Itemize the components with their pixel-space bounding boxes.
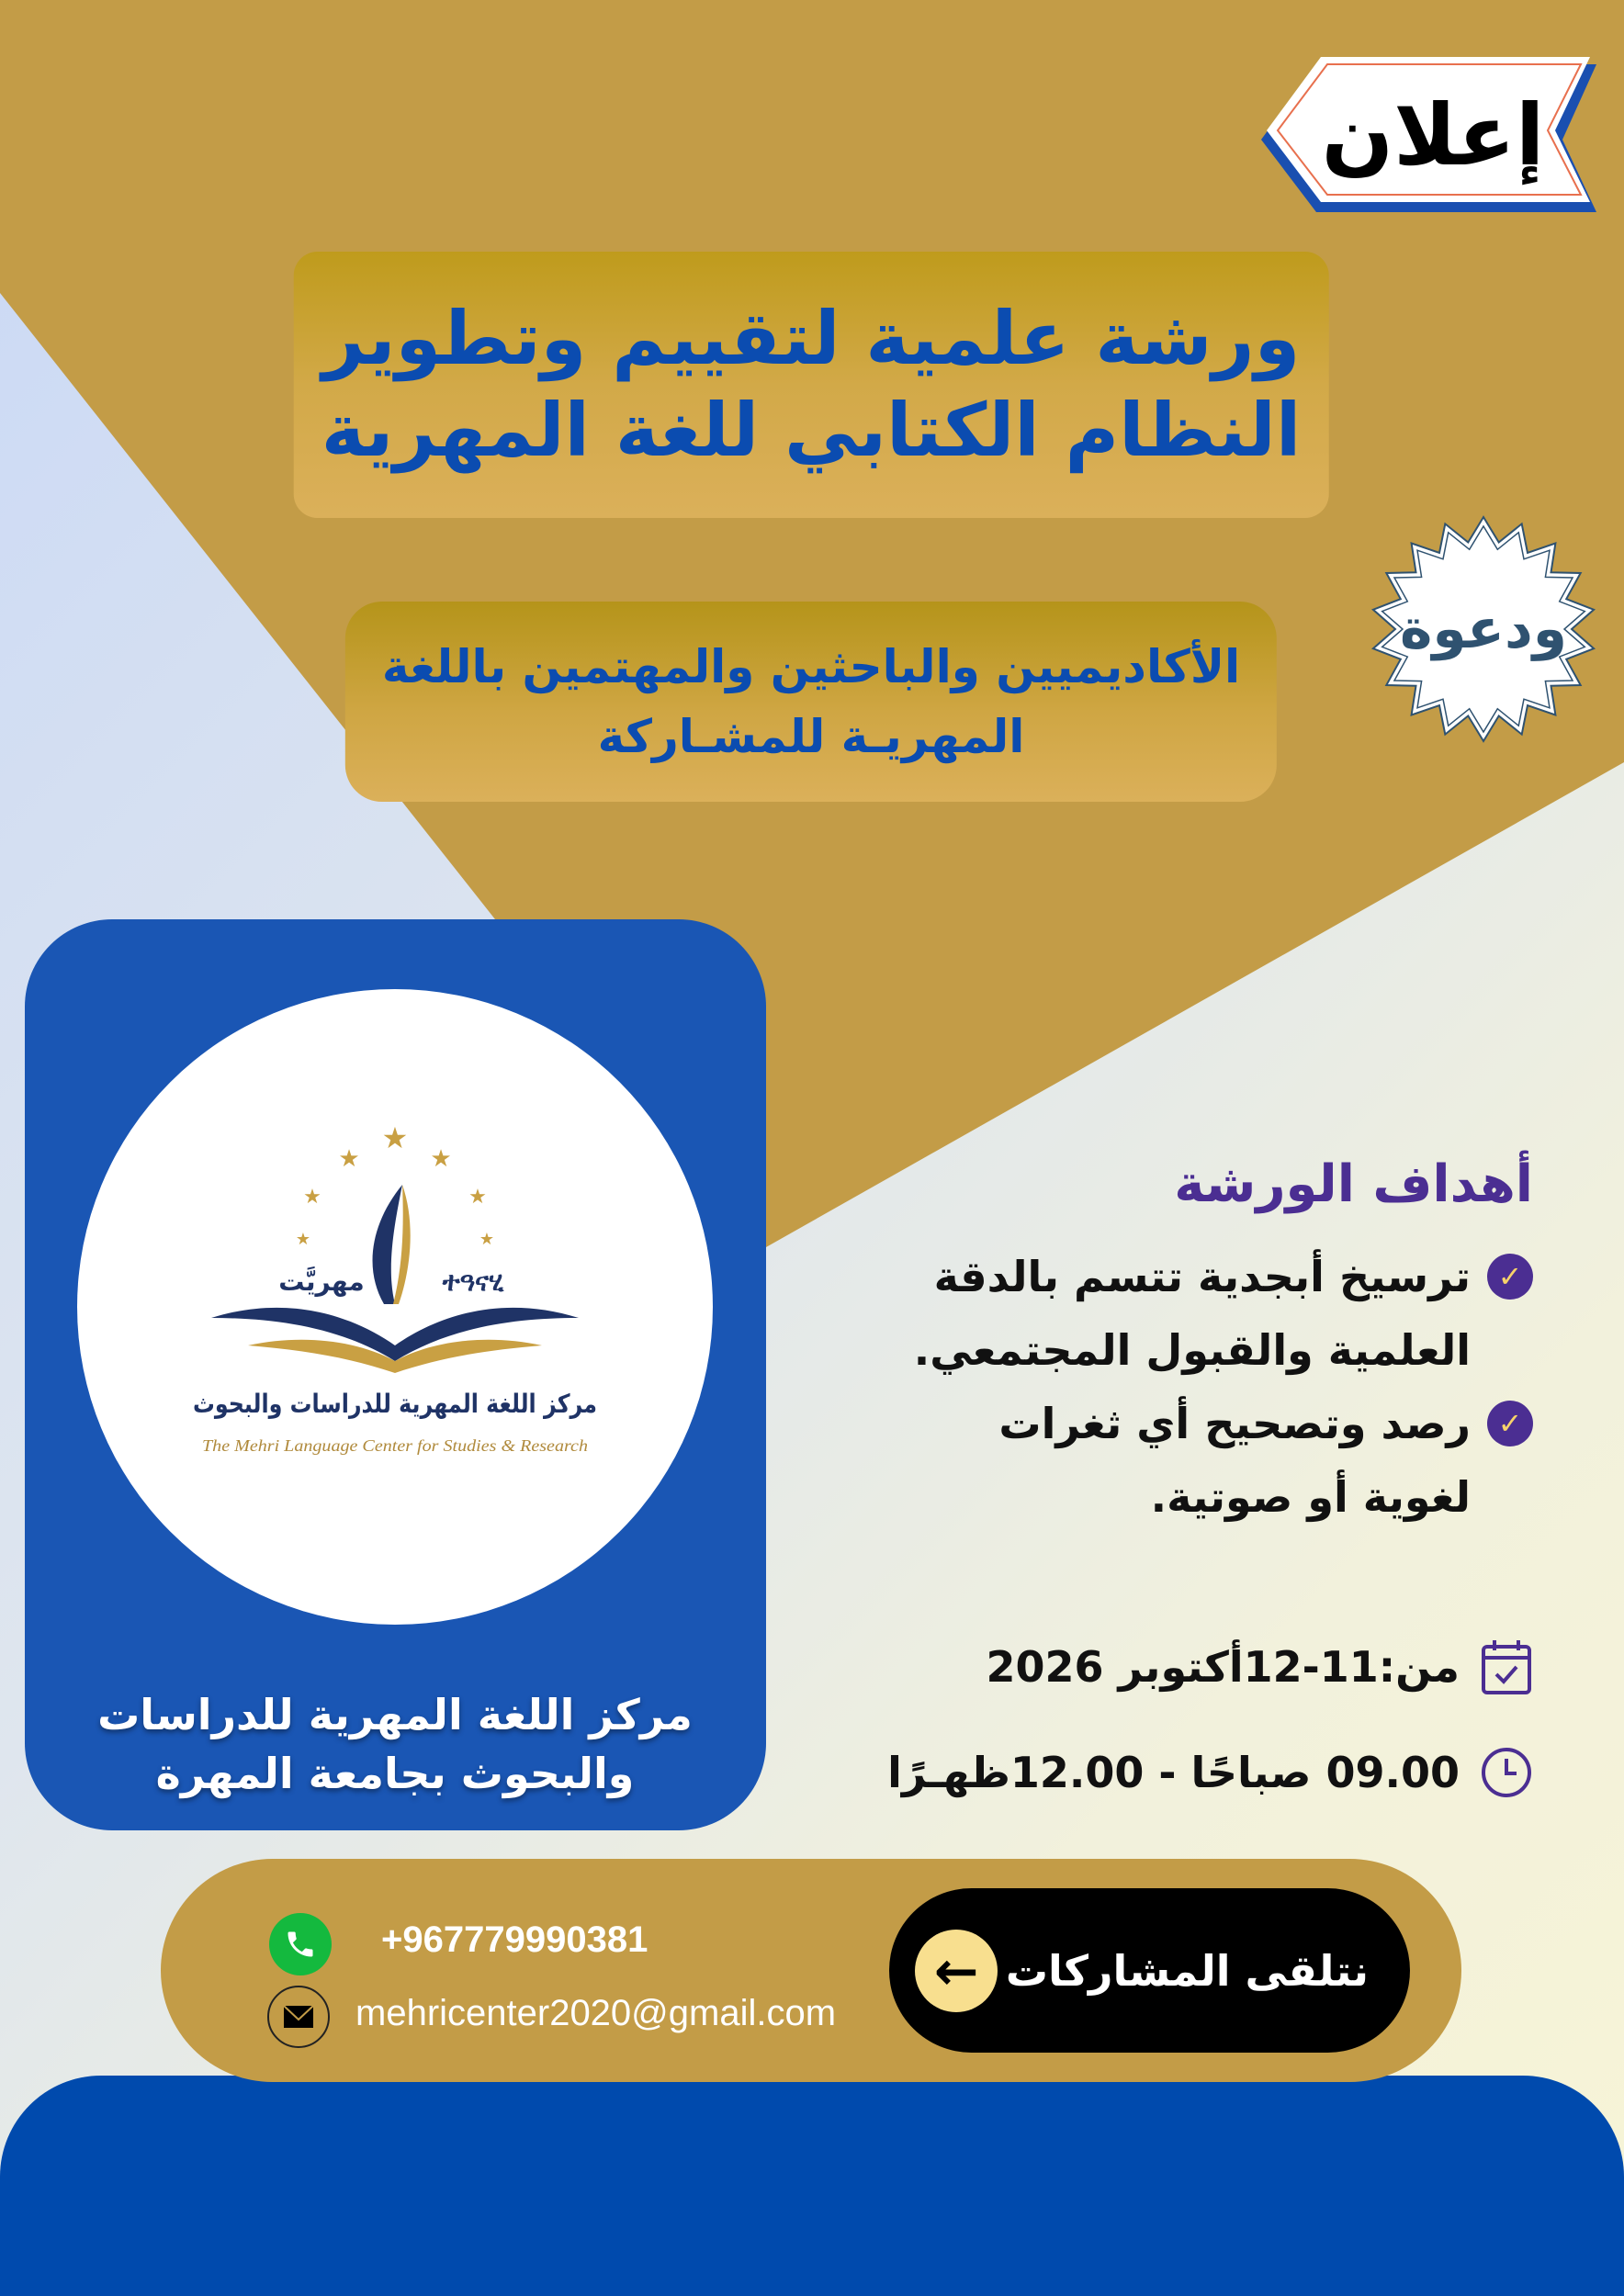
svg-text:★: ★ [381,1120,409,1155]
svg-text:★: ★ [295,1230,311,1249]
email-icon[interactable] [267,1986,330,2048]
check-circle-icon: ✓ [1487,1401,1533,1446]
title-line-2: النظام الكتابي للغة المهرية [321,388,1302,473]
svg-text:★: ★ [468,1186,487,1209]
invite-box [345,602,1277,802]
goal-text-line: العلمية والقبول المجتمعي. [913,1325,1471,1375]
goal-text-line: لغوية أو صوتية. [1150,1472,1471,1522]
svg-text:★: ★ [303,1186,321,1209]
invite-line-1: الأكاديميين والباحثين والمهتمين باللغة [381,640,1241,693]
logo-name-en: The Mehri Language Center for Studies & Research [202,1436,588,1455]
open-book-icon [211,1308,579,1361]
clock-icon [1480,1746,1533,1799]
date-text: من:11-12أكتوبر 2026 [986,1642,1460,1692]
organizer-line-1: مركز اللغة المهرية للدراسات [97,1690,693,1739]
goal-item [914,1240,1533,1387]
email-address[interactable]: mehricenter2020@gmail.com [355,1993,837,2033]
goal-text-line: رصد وتصحيح أي ثغرات [998,1399,1471,1448]
time-text: 09.00 صباحًا - 12.00ظهـرًا [887,1748,1460,1797]
goals-and-schedule [887,1148,1533,1805]
check-circle-icon: ✓ [1487,1254,1533,1300]
cta-label: نتلقى المشاركات [1005,1945,1369,1996]
announcement-label: إعلان [1321,85,1545,185]
invite-line-2: المهريـة للمشـاركة [597,710,1025,763]
bottom-blue-band [0,2076,1624,2296]
organizer-caption [37,1685,753,1803]
arrow-left-icon: ← [915,1930,998,2012]
title-box [294,252,1329,518]
phone-number[interactable]: +967779990381 [381,1919,648,1960]
logo-mehri-arabic: مهريَّت [278,1266,365,1297]
svg-text:★: ★ [430,1145,452,1173]
logo-mehri-script: ተዓናሂ [442,1266,504,1297]
goal-text-line: ترسيخ أبجدية تتسم بالدقة [933,1252,1471,1301]
logo-stars-icon [296,1120,494,1249]
center-logo [175,1120,615,1469]
goal-item [998,1387,1533,1534]
date-row [987,1635,1533,1699]
time-row [887,1740,1533,1805]
svg-text:★: ★ [338,1145,360,1173]
svg-text:★: ★ [479,1230,495,1249]
invitation-badge-label: ودعوة [1399,597,1568,661]
logo-name-ar: مركز اللغة المهرية للدراسات والبحوث [193,1389,597,1419]
title-line-1: ورشة علمية لتقييم وتطوير [321,296,1301,381]
submit-participation-button[interactable] [889,1888,1410,2053]
calendar-icon [1480,1638,1533,1696]
goals-heading: أهداف الورشة [1174,1154,1533,1214]
whatsapp-phone-icon[interactable] [269,1913,332,1975]
organizer-line-2: والبحوث بجامعة المهرة [155,1749,635,1798]
